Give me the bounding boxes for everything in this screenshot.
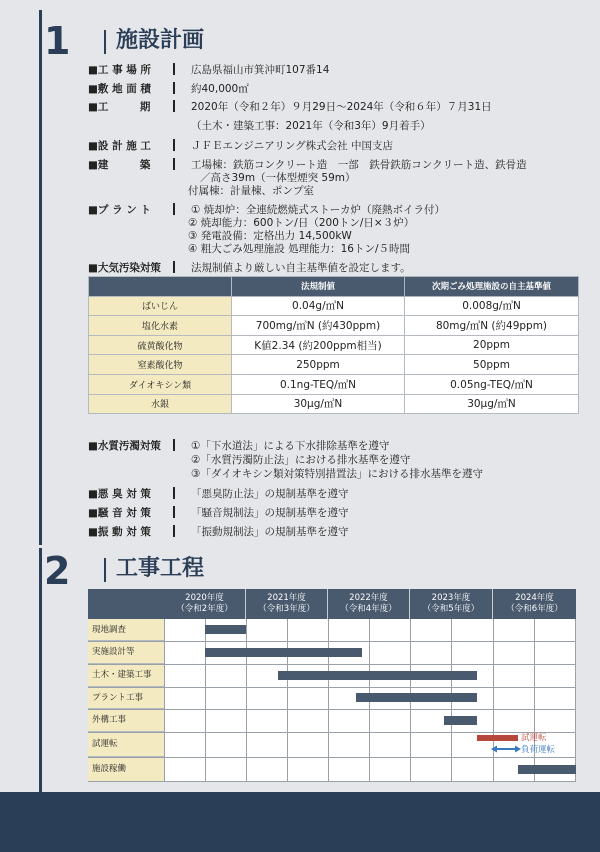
table-item: ばいじん — [89, 296, 232, 316]
separator — [173, 100, 175, 112]
table-law-value: 0.1ng-TEQ/㎥N — [232, 374, 405, 394]
task-label: 試運転 — [88, 732, 164, 757]
info-designer-row — [88, 138, 588, 154]
info-site-value: 広島県福山市箕沖町107番14 — [191, 64, 330, 76]
env-vibration-row — [88, 524, 588, 540]
separator — [173, 63, 175, 75]
info-plant-label: ■プ ラ ン ト — [88, 204, 151, 216]
info-building-value2: ／高さ39m（一体型煙突 59m） — [200, 172, 356, 184]
separator — [173, 487, 175, 499]
table-corner — [89, 277, 232, 297]
section1-divider — [104, 30, 106, 54]
info-designer-value: ＪＦＥエンジニアリング株式会社 中国支店 — [191, 140, 393, 152]
table-item: 窒素酸化物 — [89, 355, 232, 375]
year-header: 2024年度 （令和6年度） — [493, 589, 576, 619]
table-item: ダイオキシン類 — [89, 374, 232, 394]
env-water-item: ①「下水道法」による下水排除基準を遵守 — [191, 440, 390, 452]
task-label: 土木・建築工事 — [88, 664, 164, 687]
section2-rule — [39, 548, 42, 792]
section1-title: 施設計画 — [116, 28, 205, 53]
section1-number: 1 — [44, 19, 71, 63]
task-label: 現地調査 — [88, 619, 164, 641]
table-row — [89, 394, 579, 414]
section2-divider — [104, 558, 106, 582]
separator — [173, 158, 175, 170]
schedule-corner — [88, 589, 164, 619]
info-area-row — [88, 81, 588, 97]
env-vibration-value: 「振動規制法」の規制基準を遵守 — [191, 526, 349, 538]
bar-facility-operation — [518, 765, 576, 774]
table-row — [89, 374, 579, 394]
table-header-row — [89, 277, 579, 297]
air-standards-table — [88, 276, 579, 414]
table-own-value: 20ppm — [405, 335, 579, 355]
info-plant-item: ① 焼却炉：全連続燃焼式ストーカ炉（廃熱ボイラ付） — [191, 204, 446, 216]
table-own-value: 0.05ng-TEQ/㎥N — [405, 374, 579, 394]
table-law-value: 250ppm — [232, 355, 405, 375]
info-area-value: 約40,000㎡ — [191, 83, 249, 95]
info-period-value: 2020年（令和２年）９月29日～2024年（令和６年）７月31日 — [191, 101, 492, 113]
bar-detailed-design — [205, 648, 362, 657]
env-water-item: ②「水質汚濁防止法」における排水基準を遵守 — [191, 454, 411, 466]
info-air-row — [88, 260, 588, 276]
grid-line — [88, 687, 576, 688]
task-label: 外構工事 — [88, 709, 164, 732]
table-item: 硫黄酸化物 — [89, 335, 232, 355]
table-own-value: 50ppm — [405, 355, 579, 375]
year-header: 2023年度 （令和5年度） — [410, 589, 493, 619]
table-own-value: 0.008g/㎥N — [405, 296, 579, 316]
info-plant-item: ③ 発電設備：定格出力 14,500kW — [188, 230, 352, 242]
separator — [173, 203, 175, 215]
info-plant-item: ④ 粗大ごみ処理施設 処理能力：16トン/５時間 — [188, 243, 410, 255]
env-water-label: ■水質汚濁対策 — [88, 440, 161, 452]
grid-line — [88, 732, 576, 733]
info-period-label: ■工 期 — [88, 101, 151, 113]
info-area-label: ■敷 地 面 積 — [88, 83, 151, 95]
table-law-value: 700mg/㎥N (約430ppm) — [232, 316, 405, 336]
separator — [173, 139, 175, 151]
env-odor-label: ■悪 臭 対 策 — [88, 488, 151, 500]
grid-line — [88, 641, 576, 642]
bar-trial-run — [477, 735, 518, 741]
table-item: 水銀 — [89, 394, 232, 414]
info-building-value3: 付属棟：計量棟、ポンプ室 — [188, 185, 314, 197]
trial-run-label: 試運転 — [521, 733, 547, 743]
section2-number: 2 — [44, 549, 71, 593]
year-header: 2022年度 （令和4年度） — [328, 589, 410, 619]
separator — [173, 261, 175, 273]
table-header-own: 次期ごみ処理施設の自主基準値 — [405, 277, 579, 297]
section2-title: 工事工程 — [116, 556, 205, 581]
info-building-value1: 工場棟：鉄筋コンクリート造 一部 鉄骨鉄筋コンクリート造、鉄骨造 — [191, 159, 527, 171]
grid-line — [88, 781, 576, 782]
table-own-value: 30μg/㎥N — [405, 394, 579, 414]
env-odor-row — [88, 486, 588, 502]
info-site-label: ■工 事 場 所 — [88, 64, 151, 76]
bar-site-survey — [205, 625, 246, 634]
year-header: 2021年度 （令和3年度） — [246, 589, 328, 619]
schedule-chart — [88, 589, 576, 782]
year-header: 2020年度 （令和2年度） — [164, 589, 246, 619]
info-period-note: （土木・建築工事：2021年（令和3年）9月着手） — [191, 120, 431, 132]
separator — [173, 506, 175, 518]
table-own-value: 80mg/㎥N (約49ppm) — [405, 316, 579, 336]
info-period-row — [88, 99, 588, 115]
grid-line — [88, 664, 576, 665]
table-law-value: K値2.34 (約200ppm相当) — [232, 335, 405, 355]
table-law-value: 30μg/㎥N — [232, 394, 405, 414]
footer-band — [0, 792, 600, 852]
separator — [173, 82, 175, 94]
table-row — [89, 296, 579, 316]
separator — [173, 525, 175, 537]
table-row — [89, 355, 579, 375]
separator — [173, 439, 175, 451]
info-site-row — [88, 62, 588, 78]
table-header-law: 法規制値 — [232, 277, 405, 297]
env-noise-label: ■騒 音 対 策 — [88, 507, 151, 519]
grid-line — [88, 709, 576, 710]
task-label: プラント工事 — [88, 687, 164, 709]
load-run-arrow — [491, 744, 521, 754]
info-designer-label: ■設 計 施 工 — [88, 140, 151, 152]
task-label: 施設稼働 — [88, 757, 164, 782]
env-noise-value: 「騒音規制法」の規制基準を遵守 — [191, 507, 349, 519]
bar-plant-construction — [356, 693, 477, 702]
table-law-value: 0.04g/㎥N — [232, 296, 405, 316]
env-odor-value: 「悪臭防止法」の規制基準を遵守 — [191, 488, 349, 500]
bar-exterior-works — [444, 716, 477, 725]
table-item: 塩化水素 — [89, 316, 232, 336]
table-row — [89, 316, 579, 336]
load-run-label: 負荷運転 — [521, 745, 556, 755]
env-water-item: ③「ダイオキシン類対策特別措置法」における排水基準を遵守 — [191, 468, 484, 480]
table-row — [89, 335, 579, 355]
env-vibration-label: ■振 動 対 策 — [88, 526, 151, 538]
bar-civil-construction — [278, 671, 477, 680]
info-plant-item: ② 焼却能力：600トン/日（200トン/日×３炉） — [188, 217, 415, 229]
info-air-value: 法規制値より厳しい自主基準値を設定します。 — [191, 262, 411, 274]
info-building-label: ■建 築 — [88, 159, 151, 171]
section1-rule — [39, 10, 42, 545]
grid-line — [88, 757, 576, 758]
info-air-label: ■大気汚染対策 — [88, 262, 161, 274]
task-label: 実施設計等 — [88, 641, 164, 664]
env-noise-row — [88, 505, 588, 521]
